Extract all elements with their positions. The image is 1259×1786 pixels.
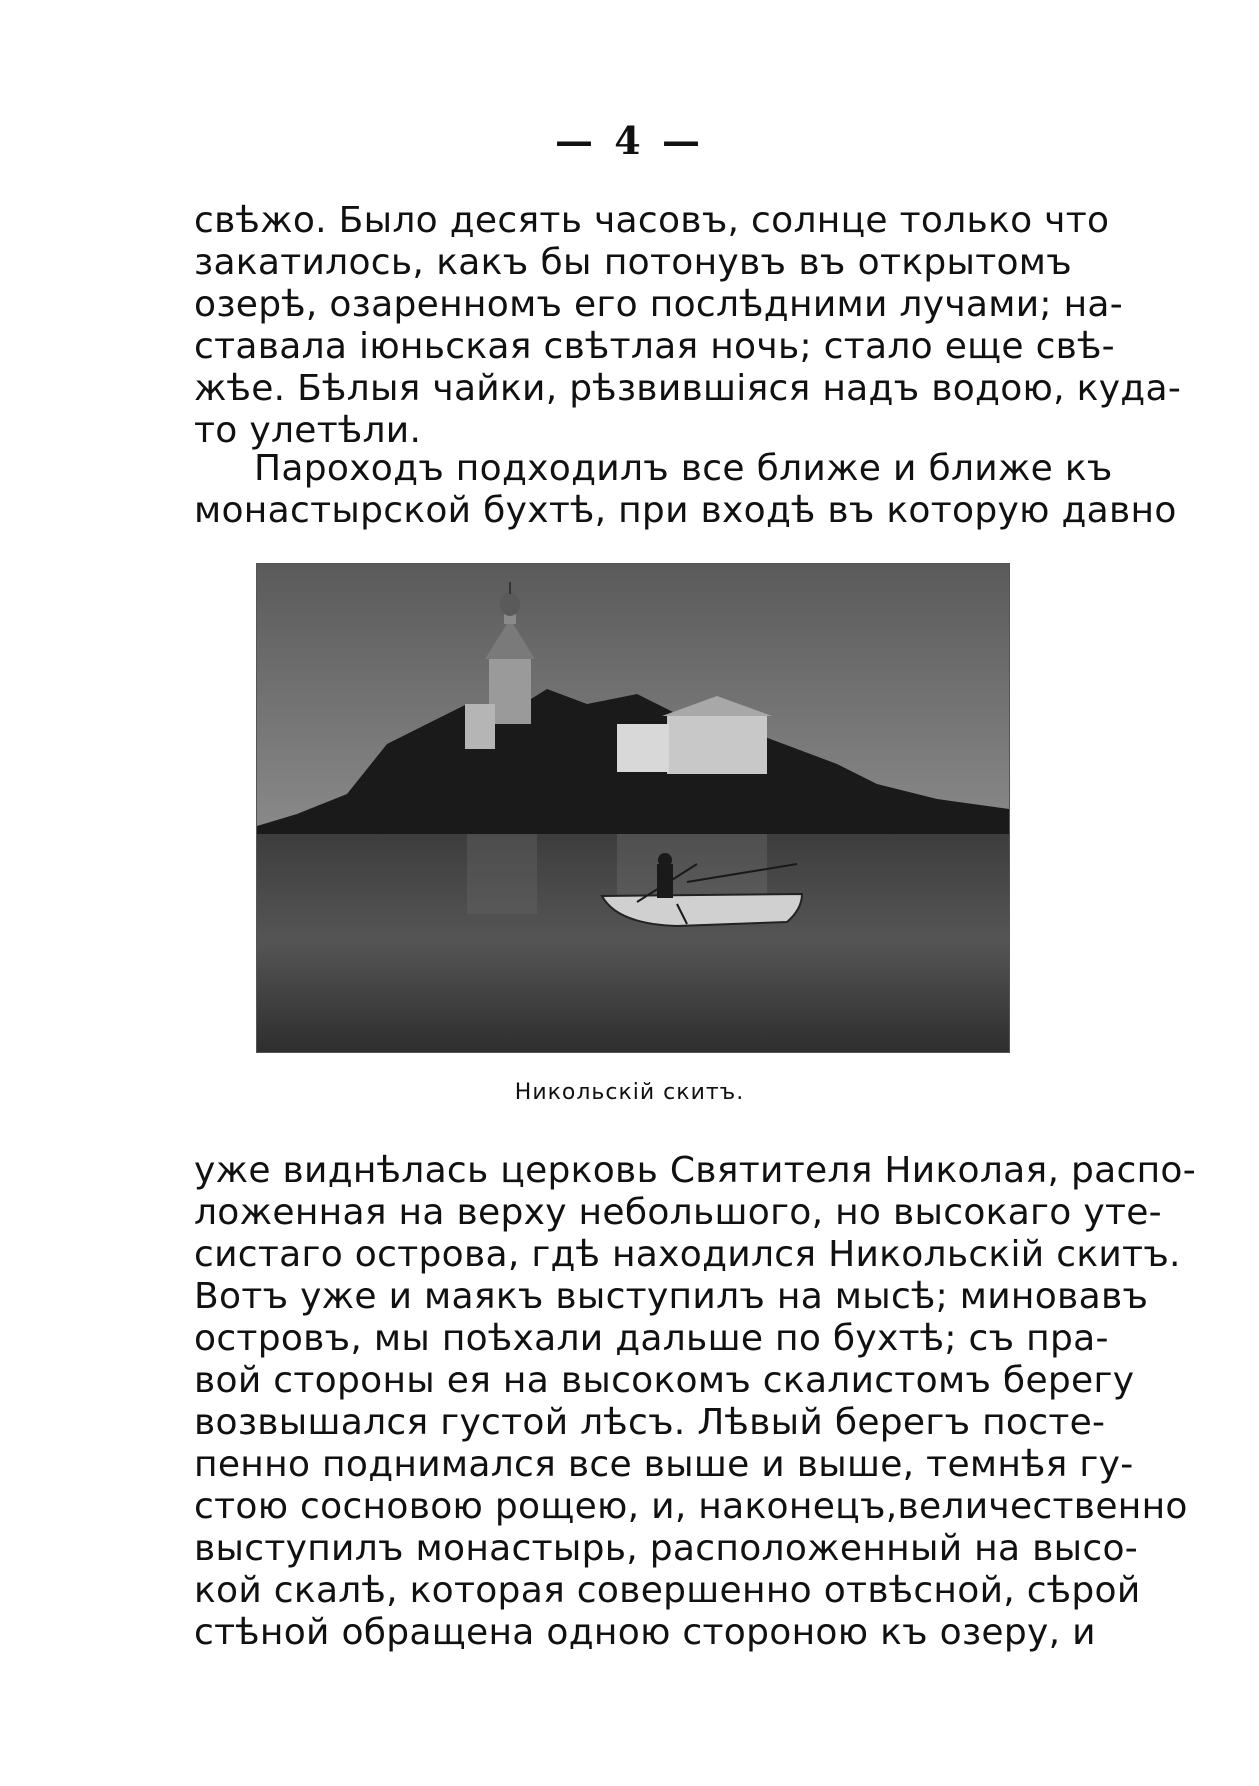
text-line: озерѣ, озаренномъ его послѣдними лучами; на-	[194, 284, 1124, 325]
text-line: свѣжо. Было десять часовъ, солнце только что	[194, 200, 1110, 241]
text-line: кой скалѣ, которая совершенно отвѣсной, сѣрой	[194, 1570, 1141, 1611]
paragraph-3	[194, 1150, 1197, 1654]
text-line: Пароходъ подходилъ все ближе и ближе къ	[254, 448, 1113, 489]
photo-illustration	[257, 564, 1009, 1052]
paragraph-1	[194, 200, 1182, 452]
reflection	[467, 834, 537, 914]
text-line: возвышался густой лѣсъ. Лѣвый берегъ посте-	[194, 1402, 1106, 1443]
reflection	[617, 834, 767, 904]
text-line: закатилось, какъ бы потонувъ въ открытомъ	[194, 242, 1072, 283]
text-line: жѣе. Бѣлыя чайки, рѣзвившіяся надъ водою, куда-	[194, 368, 1182, 409]
text-line: то улетѣли.	[194, 410, 422, 451]
figure-caption: Никольскій скитъ.	[514, 1080, 745, 1105]
text-line: уже виднѣлась церковь Святителя Николая, распо-	[194, 1150, 1197, 1191]
text-line: выступилъ монастырь, расположенный на высо-	[194, 1528, 1139, 1569]
text-line: пенно поднимался все выше и выше, темнѣя гу-	[194, 1444, 1134, 1485]
text-line: систаго острова, гдѣ находился Никольскій скитъ.	[194, 1234, 1181, 1275]
text-line: монастырской бухтѣ, при входѣ въ которую давно	[194, 490, 1177, 531]
text-line: стою сосновою рощею, и, наконецъ,величественно	[194, 1486, 1188, 1527]
page-number: — 4 —	[555, 118, 704, 163]
text-line: Вотъ уже и маякъ выступилъ на мысѣ; миновавъ	[194, 1276, 1149, 1317]
text-line: островъ, мы поѣхали дальше по бухтѣ; съ пра-	[194, 1318, 1109, 1359]
photo-nikolsky-skete	[256, 563, 1010, 1053]
text-line: стѣной обращена одною стороною къ озеру, и	[194, 1612, 1096, 1653]
text-line: ложенная на верху небольшого, но высокаго уте-	[194, 1192, 1162, 1233]
text-line: вой стороны ея на высокомъ скалистомъ берегу	[194, 1360, 1135, 1401]
paragraph-2	[194, 448, 1177, 532]
text-line: ставала іюньская свѣтлая ночь; стало еще свѣ-	[194, 326, 1115, 367]
